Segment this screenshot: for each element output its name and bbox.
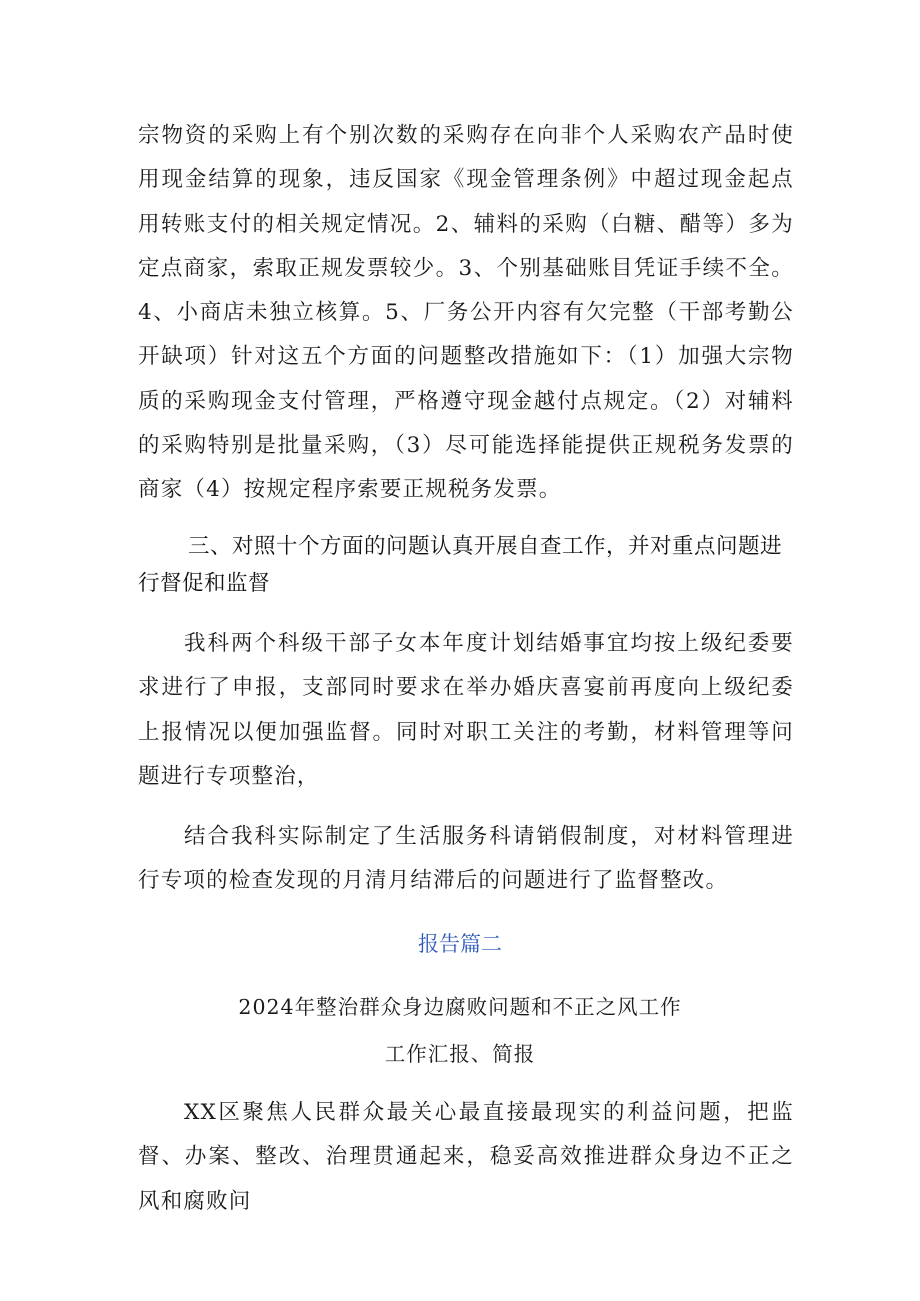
report-title-line-1: 2024年整治群众身边腐败问题和不正之风工作	[238, 995, 682, 1019]
paragraph-district-intro: XX区聚焦人民群众最关心最直接最现实的利益问题，把监督、办案、整改、治理贯通起来，稳妥高效推进群众身边不正之风和腐败问	[138, 1100, 794, 1214]
paragraph-marriage-reporting: 我科两个科级干部子女本年度计划结婚事宜均按上级纪委要求进行了申报，支部同时要求在举办婚庆喜宴前再度向上级纪委上报情况以便加强监督。同时对职工关注的考勤，材料管理等问题进行专项整治，	[138, 631, 794, 789]
paragraph-procurement-issues: 宗物资的采购上有个别次数的采购存在向非个人采购农产品时使用现金结算的现象，违反国家《现金管理条例》中超过现金起点用转账支付的相关规定情况。2、辅料的采购（白糖、醋等）多为定点商家，索取正规发票较少。3、个别基础账目凭证手续不全。4、小商店未独立核算。5、厂务公开内容有欠完整（干部考勤公开缺项）针对这五个方面的问题整改措施如下：（1）加强大宗物质的采购现金支付管理，严格遵守现金越付点规定。（2）对辅料的采购特别是批量采购，（3）尽可能选择能提供正规税务发票的商家（4）按规定程序索要正规税务发票。	[138, 123, 794, 503]
report-title-line-2: 工作汇报、简报	[384, 1042, 536, 1066]
report-section-label: 报告篇二	[418, 932, 502, 956]
paragraph-leave-system: 结合我科实际制定了生活服务科请销假制度，对材料管理进行专项的检查发现的月清月结滞后的问题进行了监督整改。	[138, 824, 794, 894]
section-3-heading: 三、对照十个方面的问题认真开展自查工作，并对重点问题进行督促和监督	[138, 534, 783, 596]
